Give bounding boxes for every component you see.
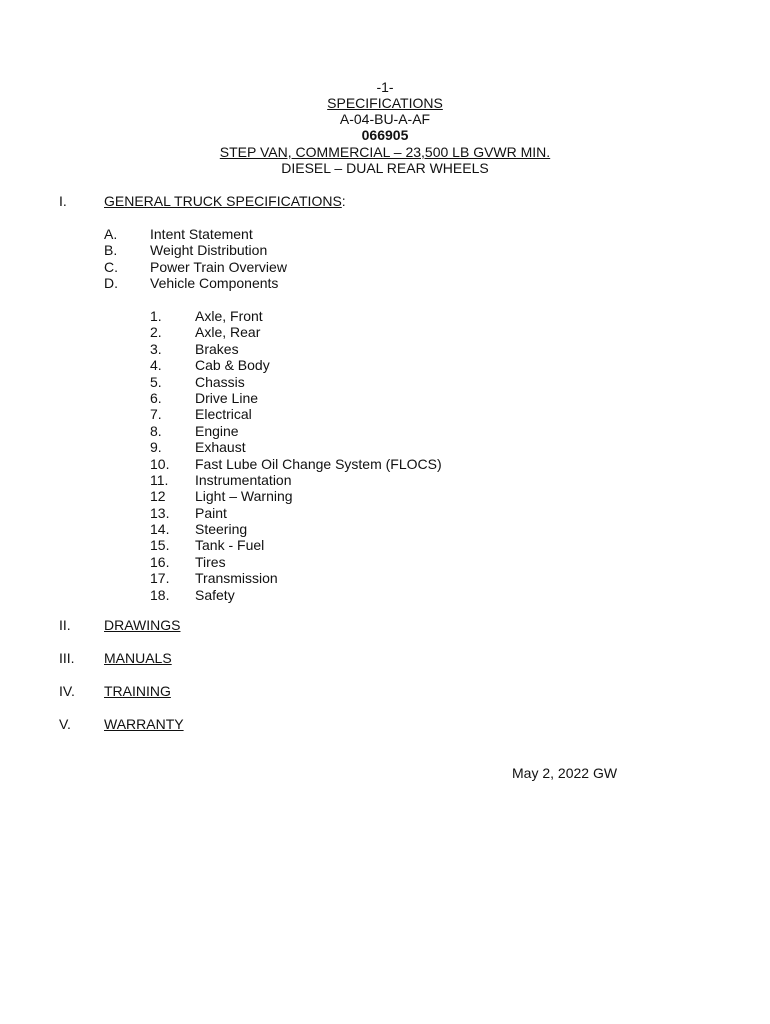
- component-item-label: Brakes: [195, 340, 239, 357]
- subsection-item-label: Intent Statement: [150, 226, 253, 242]
- component-item-label: Axle, Front: [195, 308, 263, 324]
- component-item-number: 17.: [150, 570, 170, 587]
- component-item-number: 7.: [150, 406, 162, 423]
- component-item: [150, 488, 470, 504]
- component-item-label: Electrical: [195, 406, 252, 423]
- section-4-numeral: IV.: [59, 683, 75, 699]
- component-item-number: 13.: [150, 504, 170, 521]
- subsection-item: [104, 259, 404, 275]
- subsection-item-number: B.: [104, 242, 118, 259]
- component-item-number: 1.: [150, 308, 162, 324]
- document-title: [0, 95, 770, 111]
- component-item-label: Cab & Body: [195, 357, 270, 374]
- component-item: [150, 308, 470, 324]
- section-1-numeral: I.: [59, 193, 67, 209]
- revision-date: May 2, 2022 GW: [512, 765, 618, 781]
- component-item-number: 9.: [150, 439, 162, 456]
- section-1-title: GENERAL TRUCK SPECIFICATIONS: [104, 193, 342, 209]
- component-item-label: Paint: [195, 504, 227, 521]
- component-item: [150, 554, 470, 570]
- section-2-title: DRAWINGS: [104, 617, 181, 633]
- component-item-number: 5.: [150, 373, 162, 390]
- section-2-numeral: II.: [59, 617, 71, 633]
- spec-number: 066905: [361, 127, 409, 143]
- component-item: [150, 357, 470, 373]
- subsection-item-number: C.: [104, 258, 118, 275]
- component-item: [150, 324, 470, 340]
- component-item: [150, 374, 470, 390]
- component-item-label: Tank - Fuel: [195, 537, 265, 554]
- subsection-item: [104, 242, 404, 258]
- subsection-item-label: Vehicle Components: [150, 275, 279, 292]
- component-item-number: 3.: [150, 340, 162, 357]
- vehicle-subtitle: DIESEL – DUAL REAR WHEELS: [281, 160, 489, 176]
- component-item-number: 10.: [150, 455, 170, 472]
- section-5-title: WARRANTY: [104, 716, 184, 732]
- component-item-label: Light – Warning: [195, 488, 293, 505]
- component-item-label: Steering: [195, 521, 248, 538]
- subsection-item-number: A.: [104, 226, 118, 242]
- component-item: [150, 439, 470, 455]
- component-item: [150, 472, 470, 488]
- subsection-item: [104, 275, 404, 291]
- component-item: [150, 505, 470, 521]
- component-item-label: Axle, Rear: [195, 324, 261, 341]
- component-item-label: Fast Lube Oil Change System (FLOCS): [195, 455, 442, 472]
- component-item-number: 14.: [150, 521, 170, 538]
- section-4-title: TRAINING: [104, 683, 171, 699]
- subsection-item-number: D.: [104, 275, 118, 292]
- section-3-numeral: III.: [59, 650, 75, 666]
- component-item: [150, 390, 470, 406]
- component-item-number: 11.: [150, 471, 169, 488]
- component-item-number: 4.: [150, 357, 162, 374]
- section-3-title: MANUALS: [104, 650, 172, 666]
- component-item: [150, 521, 470, 537]
- component-item-label: Safety: [195, 586, 235, 603]
- component-item-label: Chassis: [195, 373, 245, 390]
- component-item: [150, 456, 470, 472]
- component-item: [150, 406, 470, 422]
- component-item-number: 2.: [150, 324, 162, 341]
- component-item: [150, 341, 470, 357]
- component-item-number: 15.: [150, 537, 170, 554]
- component-item-number: 8.: [150, 422, 162, 439]
- component-item-label: Engine: [195, 422, 239, 439]
- component-item: [150, 423, 470, 439]
- component-list: [150, 308, 470, 603]
- component-item-label: Transmission: [195, 570, 278, 587]
- component-item-number: 16.: [150, 553, 170, 570]
- component-item-label: Exhaust: [195, 439, 246, 456]
- subsection-item-label: Power Train Overview: [150, 258, 287, 275]
- component-item-label: Drive Line: [195, 389, 259, 406]
- component-item-number: 12: [150, 488, 166, 505]
- component-item: [150, 537, 470, 553]
- section-5-numeral: V.: [59, 716, 71, 732]
- subsection-item: [104, 226, 404, 242]
- component-item-number: 18.: [150, 586, 170, 603]
- vehicle-description: [0, 144, 770, 160]
- component-item-label: Tires: [195, 553, 226, 570]
- component-item: [150, 570, 470, 586]
- vehicle-description-text: STEP VAN, COMMERCIAL – 23,500 LB GVWR MIN.: [219, 144, 551, 160]
- component-item-label: Instrumentation: [195, 471, 292, 488]
- spec-code: A-04-BU-A-AF: [339, 111, 431, 127]
- subsection-list: [104, 226, 404, 292]
- component-item: [150, 587, 470, 603]
- section-1-colon: :: [341, 193, 346, 209]
- page-number: -1-: [376, 79, 394, 95]
- component-item-number: 6.: [150, 389, 162, 406]
- document-title-text: SPECIFICATIONS: [327, 95, 443, 111]
- section-1-heading: [104, 193, 346, 209]
- subsection-item-label: Weight Distribution: [150, 242, 268, 259]
